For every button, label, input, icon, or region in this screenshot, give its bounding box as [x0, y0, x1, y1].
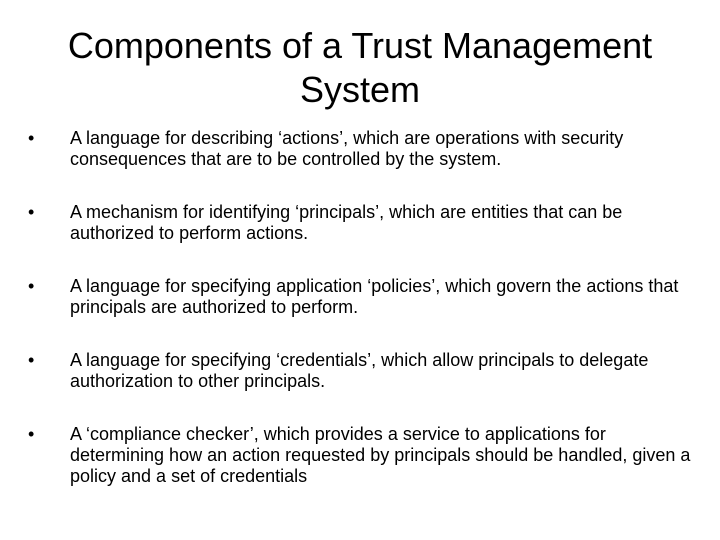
- bullet-item-principals: [28, 202, 700, 244]
- bullet-item-policies: [28, 276, 700, 318]
- bullet-text: A language for specifying application ‘policies’, which govern the actions that principals are authorized to perform.: [70, 276, 679, 317]
- bullet-dot-icon: •: [28, 276, 35, 296]
- bullet-item-actions: [28, 128, 700, 170]
- bullet-dot-icon: •: [28, 350, 35, 370]
- bullet-dot-icon: •: [28, 202, 35, 222]
- slide-title: Components of a Trust Management System: [67, 25, 653, 110]
- bullet-item-compliance-checker: [28, 424, 700, 487]
- bullet-text: A language for describing ‘actions’, which are operations with security consequences that are to be controlled by the system.: [70, 128, 624, 169]
- bullet-text: A ‘compliance checker’, which provides a service to applications for determining how an action requested by principals should be handled, given a policy and a set of credentials: [70, 424, 691, 486]
- bullet-list: [28, 128, 700, 487]
- bullet-text: A mechanism for identifying ‘principals’, which are entities that can be authorized to perform actions.: [70, 202, 623, 243]
- bullet-text: A language for specifying ‘credentials’, which allow principals to delegate authorization to other principals.: [70, 350, 649, 391]
- bullet-dot-icon: •: [28, 424, 35, 444]
- bullet-dot-icon: •: [28, 128, 35, 148]
- bullet-item-credentials: [28, 350, 700, 392]
